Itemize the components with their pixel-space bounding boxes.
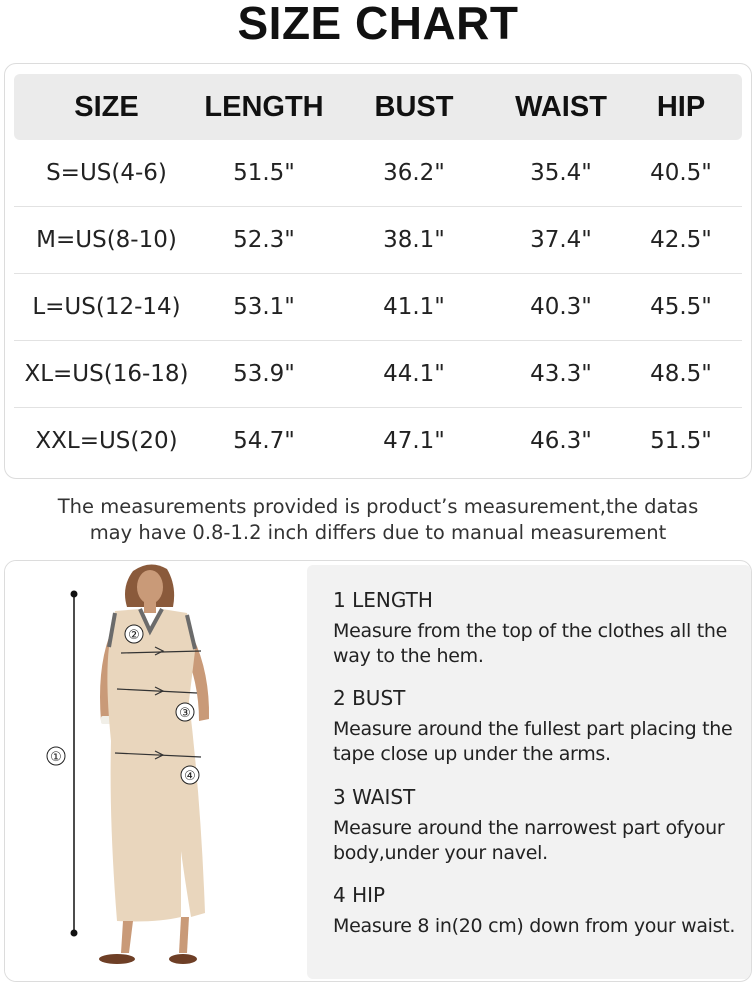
cell-bust: 41.1" [383, 294, 445, 320]
dress-illustration [5, 561, 307, 981]
measurement-guide [4, 560, 752, 982]
hip-description: Measure 8 in(20 cm) down from your waist. [333, 915, 736, 937]
cell-length: 53.1" [233, 294, 295, 320]
cell-length: 54.7" [233, 428, 295, 454]
length-title: 1 LENGTH [333, 588, 433, 612]
cell-waist: 43.3" [530, 361, 592, 387]
waist-description: Measure around the narrowest part ofyour body,under your navel. [333, 817, 725, 864]
table-row [14, 341, 742, 408]
cell-bust: 38.1" [383, 227, 445, 253]
header-size: SIZE [74, 91, 139, 123]
cell-size: L=US(12-14) [32, 294, 181, 320]
cell-size: XL=US(16-18) [24, 361, 189, 387]
cell-hip: 42.5" [650, 227, 712, 253]
cell-hip: 45.5" [650, 294, 712, 320]
table-row [14, 207, 742, 274]
cell-waist: 40.3" [530, 294, 592, 320]
right-sandal [169, 954, 197, 964]
face [137, 570, 163, 604]
cell-hip: 51.5" [650, 428, 712, 454]
length-line-bottom-dot [71, 930, 78, 937]
table-row [14, 140, 742, 207]
right-leg [179, 917, 189, 953]
note-line-2: may have 0.8-1.2 inch differs due to manual measurement [89, 521, 667, 544]
cell-size: M=US(8-10) [36, 227, 177, 253]
cell-size: XXL=US(20) [35, 428, 178, 454]
header-waist: WAIST [515, 91, 607, 123]
bust-description: Measure around the fullest part placing the tape close up under the arms. [333, 718, 733, 765]
dress-figure [5, 561, 307, 981]
page-title: SIZE CHART [237, 0, 519, 49]
size-table [4, 63, 752, 479]
waist-title: 3 WAIST [333, 785, 416, 809]
header-bust: BUST [374, 91, 454, 123]
cell-size: S=US(4-6) [46, 160, 167, 186]
table-row [14, 408, 742, 475]
cell-hip: 40.5" [650, 160, 712, 186]
table-header [14, 74, 742, 140]
left-leg [121, 921, 133, 953]
measurement-instructions [307, 565, 751, 979]
marker-4-label: ④ [184, 769, 196, 784]
header-hip: HIP [656, 91, 706, 123]
length-line-top-dot [71, 591, 78, 598]
neck [144, 601, 156, 613]
cell-bust: 36.2" [383, 160, 445, 186]
dress-body [107, 609, 205, 922]
cell-length: 51.5" [233, 160, 295, 186]
marker-1-label: ① [50, 750, 62, 765]
table-row [14, 274, 742, 341]
note-line-1: The measurements provided is product’s measurement,the datas [57, 495, 699, 518]
hip-title: 4 HIP [333, 883, 386, 907]
cell-bust: 47.1" [383, 428, 445, 454]
cell-waist: 35.4" [530, 160, 592, 186]
cell-waist: 37.4" [530, 227, 592, 253]
bust-title: 2 BUST [333, 686, 406, 710]
cell-length: 52.3" [233, 227, 295, 253]
header-length: LENGTH [204, 91, 324, 123]
measurement-note [10, 494, 746, 546]
cell-waist: 46.3" [530, 428, 592, 454]
marker-3-label: ③ [179, 706, 191, 721]
length-description: Measure from the top of the clothes all the way to the hem. [333, 620, 728, 667]
cell-bust: 44.1" [383, 361, 445, 387]
left-sandal [99, 954, 135, 964]
cell-hip: 48.5" [650, 361, 712, 387]
cell-length: 53.9" [233, 361, 295, 387]
marker-2-label: ② [128, 628, 140, 643]
